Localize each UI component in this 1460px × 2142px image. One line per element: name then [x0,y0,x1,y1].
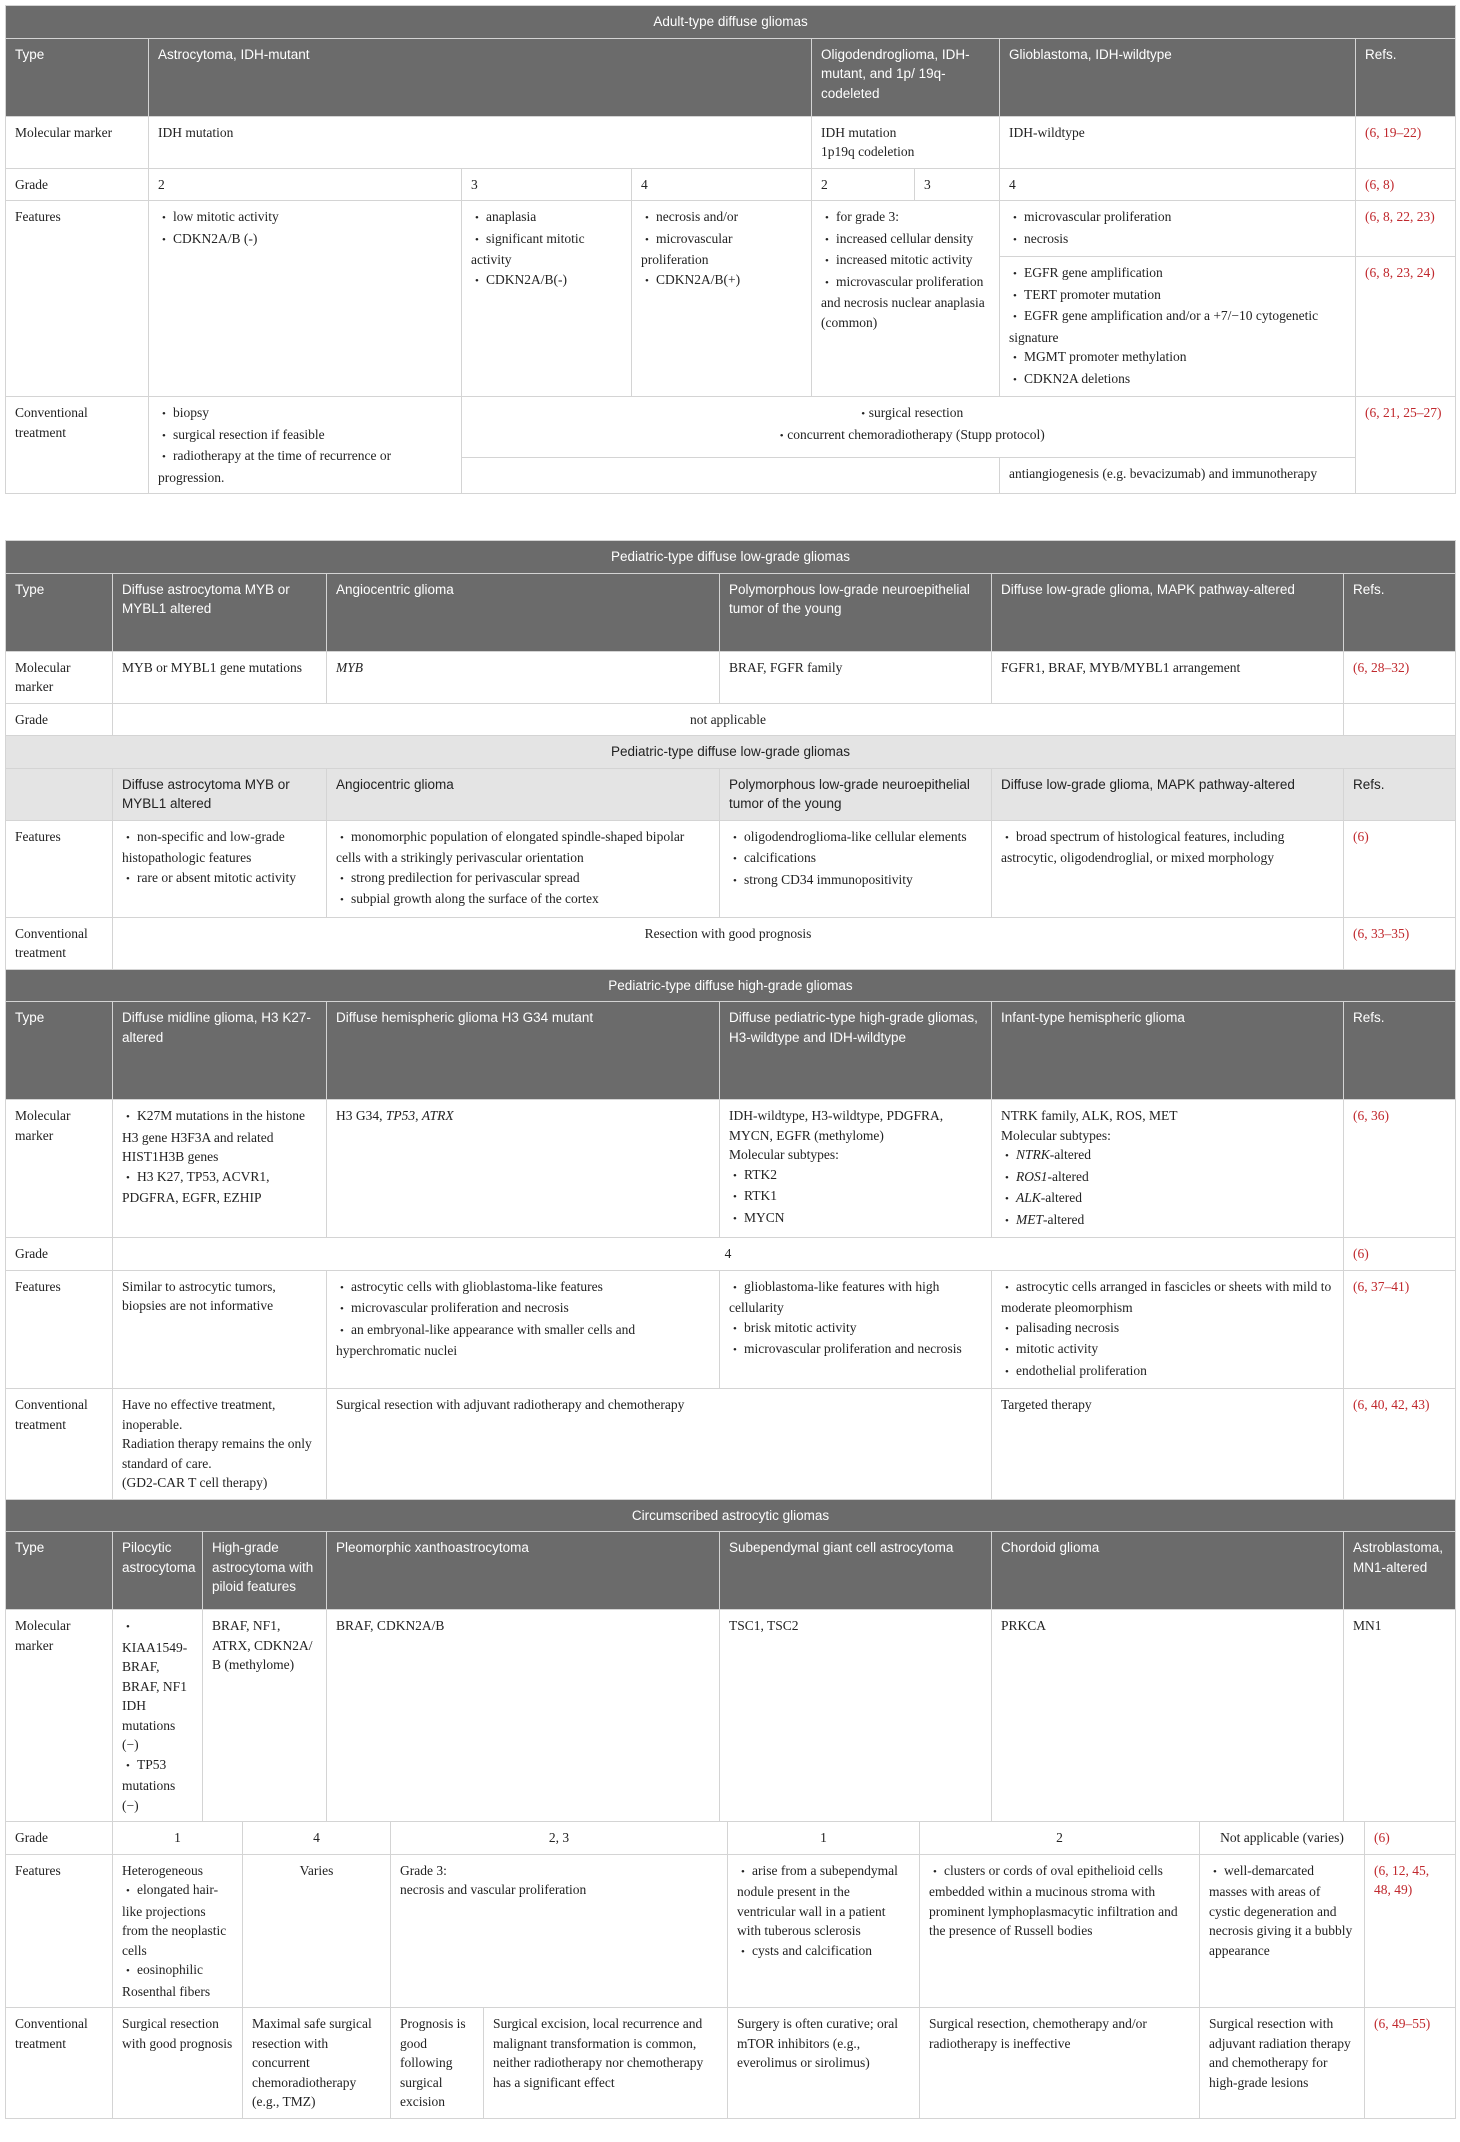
text-line: Heterogeneous [122,1862,203,1878]
list-item: • increased mitotic activity [821,250,990,272]
list-item: • CDKN2A/B (-) [158,229,452,251]
ref-link[interactable]: (6, 33–35) [1344,917,1456,969]
cell-treatment-shared [462,397,1356,458]
cell-grade: not applicable [113,703,1344,736]
cell-features [327,820,720,917]
list-item: • surgical resection [471,403,1346,425]
ref-link[interactable]: (6) [1365,1822,1456,1855]
cell-molecular-astro: IDH mutation [149,116,812,168]
bullet-list [1009,263,1346,390]
glioma-classification-page [5,5,1455,2119]
cell-features [1200,1854,1365,2008]
cell-grade: 4 [1000,168,1356,201]
pediatric-gliomas-table [5,540,1456,1822]
list-item: • KIAA1549-BRAF, BRAF, NF1 IDH mutations (−) [122,1616,193,1755]
row-label-grade: Grade [6,703,113,736]
row-label-features: Features [6,201,149,397]
list-item: • EGFR gene amplification [1009,263,1346,285]
header-hemispheric-glioma-g34: Diffuse hemispheric glioma H3 G34 mutant [327,1002,720,1100]
text-block: Molecular subtypes: [729,1147,839,1162]
row-label-molecular: Molecular marker [6,1610,113,1822]
cell-features [992,1270,1344,1389]
text-line: Grade 3: [400,1862,447,1878]
list-item: • microvascular proliferation and necrosis nuclear anaplasia (common) [821,272,990,333]
cell-grade: 4 [243,1822,391,1855]
row-label-grade: Grade [6,168,149,201]
list-item: • anaplasia [471,207,622,229]
header-type: Type [6,1532,113,1610]
header-type: Type [6,573,113,651]
ref-link[interactable]: (6, 36) [1344,1100,1456,1238]
cell-features [113,820,327,917]
header-oligodendroglioma: Oligodendroglioma, IDH-mutant, and 1p/ 19q-codeleted [812,38,1000,116]
list-item: • subpial growth along the surface of the cortex [336,889,710,911]
header-type: Type [6,1002,113,1100]
text: , [415,1108,422,1123]
cell-features [720,820,992,917]
text-line: Radiation therapy remains the only standard of care. [122,1436,312,1471]
cell-grade: 2, 3 [391,1822,728,1855]
header-hgap: High-grade astrocytoma with piloid features [203,1532,327,1610]
list-item: • rare or absent mitotic activity [122,868,317,890]
bullet-list [737,1861,910,1963]
cell-treatment [113,1389,327,1500]
header-diffuse-astrocytoma-myb: Diffuse astrocytoma MYB or MYBL1 altered [113,573,327,651]
ref-link[interactable]: (6, 28–32) [1344,651,1456,703]
cell-molecular [113,1610,203,1822]
list-item: • brisk mitotic activity [729,1318,982,1340]
cell-empty [462,458,1000,494]
header-astrocytoma: Astrocytoma, IDH-mutant [149,38,812,116]
bullet-list [471,403,1346,446]
list-item: • CDKN2A/B(+) [641,270,802,292]
cell-features-gbm-histology [1000,201,1356,257]
text: -altered [1040,1190,1082,1205]
cell-molecular-oligo [812,116,1000,168]
subheader-empty [6,768,113,820]
text-block: NTRK family, ALK, ROS, MET [1001,1108,1178,1123]
cell-grade: Not applicable (varies) [1200,1822,1365,1855]
cell-grade: 3 [915,168,1000,201]
cell-molecular: MYB or MYBL1 gene mutations [113,651,327,703]
list-item: • arise from a subependymal nodule present in the ventricular wall in a patient with tuberous sclerosis [737,1861,910,1941]
cell-features-astro-grade3 [462,201,632,397]
bullet-list [122,1106,317,1208]
table-title: Pediatric-type diffuse low-grade gliomas [6,541,1456,574]
list-item: • mitotic activity [1001,1339,1334,1361]
header-angiocentric-glioma: Angiocentric glioma [327,573,720,651]
list-item: • microvascular proliferation [641,229,802,270]
cell-features-oligo [812,201,1000,397]
text-block: IDH-wildtype, H3-wildtype, PDGFRA, MYCN, EGFR (methylome) [729,1108,944,1143]
bullet-list [336,1277,710,1361]
gene-name: MET [1016,1211,1043,1227]
list-item: • non-specific and low-grade histopathologic features [122,827,317,868]
cell-grade: 2 [920,1822,1200,1855]
cell-treatment: Prognosis is good following surgical excision [391,2008,484,2119]
list-item [1001,1210,1334,1232]
list-item: • biopsy [158,403,452,425]
list-item: • RTK2 [729,1165,982,1187]
ref-link[interactable]: (6, 8, 23, 24) [1356,257,1456,397]
list-item: • microvascular proliferation and necrosis [729,1339,982,1361]
adult-gliomas-table [5,5,1456,494]
list-item: • strong predilection for perivascular spread [336,868,710,890]
row-label-features: Features [6,820,113,917]
list-item: • microvascular proliferation [1009,207,1346,229]
cell-features [728,1854,920,2008]
cell-grade: 4 [113,1238,1344,1271]
bullet-list [729,1165,982,1230]
list-item: • TP53 mutations (−) [122,1755,193,1816]
table-title: Adult-type diffuse gliomas [6,6,1456,39]
header-glioblastoma: Glioblastoma, IDH-wildtype [1000,38,1356,116]
list-item: • radiotherapy at the time of recurrence or progression. [158,446,452,487]
cell-molecular [720,1100,992,1238]
section-subtitle: Pediatric-type diffuse low-grade gliomas [6,736,1456,769]
list-item [1001,1167,1334,1189]
bullet-list [1209,1861,1355,1961]
list-item: • monomorphic population of elongated spindle-shaped bipolar cells with a strikingly perivascular orientation [336,827,710,868]
list-item: • necrosis [1009,229,1346,251]
header-chordoid-glioma: Chordoid glioma [992,1532,1344,1610]
cell-treatment: Surgical excision, local recurrence and malignant transformation is common, neither radiotherapy nor chemotherapy has a significant effect [484,2008,728,2119]
list-item: • low mitotic activity [158,207,452,229]
text: H3 G34, [336,1108,386,1123]
list-item: • RTK1 [729,1186,982,1208]
cell-treatment: Surgical resection with adjuvant radiotherapy and chemotherapy [327,1389,992,1500]
list-item: • microvascular proliferation and necrosis [336,1298,710,1320]
cell-grade: 2 [812,168,915,201]
subheader-diffuse-astrocytoma-myb: Diffuse astrocytoma MYB or MYBL1 altered [113,768,327,820]
cell-molecular: FGFR1, BRAF, MYB/MYBL1 arrangement [992,651,1344,703]
header-pxa: Pleomorphic xanthoastrocytoma [327,1532,720,1610]
gene-name: NTRK [1016,1147,1050,1162]
ref-link[interactable]: (6, 40, 42, 43) [1344,1389,1456,1500]
text: -altered [1047,1168,1089,1184]
subheader-refs: Refs. [1344,768,1456,820]
list-item: • surgical resection if feasible [158,425,452,447]
list-item: • MGMT promoter methylation [1009,347,1346,369]
cell-features-gbm-molecular [1000,257,1356,397]
row-label-molecular: Molecular marker [6,651,113,703]
text-line: IDH mutation [821,124,897,140]
cell-empty [1344,703,1456,736]
header-refs: Refs. [1356,38,1456,116]
header-refs: Refs. [1344,1002,1456,1100]
bullet-list [471,207,622,291]
cell-grade: 1 [728,1822,920,1855]
bullet-list [1001,827,1334,868]
cell-features-astro-grade4 [632,201,812,397]
bullet-list [641,207,802,291]
bullet-list [821,207,990,332]
cell-features [113,1854,243,2008]
list-item [1001,1188,1334,1210]
gene-name: ATRX [421,1108,454,1123]
list-item: • K27M mutations in the histone H3 gene H3F3A and related HIST1H3B genes [122,1106,317,1167]
list-item: • TERT promoter mutation [1009,285,1346,307]
list-item: • oligodendroglioma-like cellular elements [729,827,982,849]
row-label-treatment: Conventional treatment [6,397,149,494]
cell-features [992,820,1344,917]
cell-molecular [992,1100,1344,1238]
list-item: • well-demarcated masses with areas of cystic degeneration and necrosis giving it a bubbly appearance [1209,1861,1355,1961]
gene-name: ROS1 [1016,1168,1048,1184]
cell-molecular [327,1100,720,1238]
row-label-treatment: Conventional treatment [6,1389,113,1500]
row-label-grade: Grade [6,1822,113,1855]
cell-molecular: MN1 [1344,1610,1456,1822]
list-item: • an embryonal-like appearance with smaller cells and hyperchromatic nuclei [336,1320,710,1361]
list-item [1001,1145,1334,1167]
list-item: • EGFR gene amplification and/or a +7/−10 cytogenetic signature [1009,306,1346,347]
cell-grade: 3 [462,168,632,201]
cell-treatment-astro-grade2 [149,397,462,494]
ref-link[interactable]: (6) [1344,1238,1456,1271]
text-line: necrosis and vascular proliferation [400,1882,587,1897]
header-diffuse-midline-glioma: Diffuse midline glioma, H3 K27-altered [113,1002,327,1100]
text: -altered [1049,1147,1091,1162]
cell-grade: 2 [149,168,462,201]
ref-link[interactable]: (6) [1344,820,1456,917]
list-item: • eosinophilic Rosenthal fibers [122,1960,233,2001]
list-item: • astrocytic cells with glioblastoma-like features [336,1277,710,1299]
list-item: • H3 K27, TP53, ACVR1, PDGFRA, EGFR, EZHIP [122,1167,317,1208]
list-item: • strong CD34 immunopositivity [729,870,982,892]
row-label-features: Features [6,1854,113,2008]
cell-features [391,1854,728,2008]
list-item: • clusters or cords of oval epithelioid cells embedded within a mucinous stroma with prominent lymphoplasmacytic infiltration and the presence of Russell bodies [929,1861,1190,1941]
bullet-list [336,827,710,911]
subheader-mapk-glioma: Diffuse low-grade glioma, MAPK pathway-altered [992,768,1344,820]
cell-treatment: Surgical resection with good prognosis [113,2008,243,2119]
bullet-list [122,1880,233,2001]
bullet-list [729,1277,982,1361]
cell-features: Similar to astrocytic tumors, biopsies are not informative [113,1270,327,1389]
cell-treatment-gbm-extra: antiangiogenesis (e.g. bevacizumab) and immunotherapy [1000,458,1356,494]
header-mapk-glioma: Diffuse low-grade glioma, MAPK pathway-altered [992,573,1344,651]
gene-name: MYB [336,659,363,675]
ref-link[interactable]: (6, 8, 22, 23) [1356,201,1456,257]
bullet-list [729,827,982,892]
ref-link[interactable]: (6, 8) [1356,168,1456,201]
cell-treatment: Surgical resection, chemotherapy and/or radiotherapy is ineffective [920,2008,1200,2119]
text-line: (GD2-CAR T cell therapy) [122,1475,268,1490]
gene-name: TP53 [385,1108,416,1123]
cell-treatment: Resection with good prognosis [113,917,1344,969]
list-item: • significant mitotic activity [471,229,622,270]
list-item: • elongated hair-like projections from the neoplastic cells [122,1880,233,1960]
cell-molecular [327,651,720,703]
row-label-molecular: Molecular marker [6,1100,113,1238]
list-item: • endothelial proliferation [1001,1361,1334,1383]
row-label-treatment: Conventional treatment [6,2008,113,2119]
subheader-angiocentric-glioma: Angiocentric glioma [327,768,720,820]
cell-treatment: Maximal safe surgical resection with concurrent chemoradiotherapy (e.g., TMZ) [243,2008,391,2119]
row-label-grade: Grade [6,1238,113,1271]
list-item: • increased cellular density [821,229,990,251]
bullet-list [1009,207,1346,250]
subheader-plnty: Polymorphous low-grade neuroepithelial tumor of the young [720,768,992,820]
header-pilocytic-astrocytoma: Pilocytic astrocytoma [113,1532,203,1610]
list-item: • for grade 3: [821,207,990,229]
bullet-list [122,1616,193,1815]
list-item: • glioblastoma-like features with high cellularity [729,1277,982,1318]
ref-link[interactable]: (6, 12, 45, 48, 49) [1365,1854,1456,2008]
cell-features-astro-grade2 [149,201,462,397]
header-infant-hemispheric-glioma: Infant-type hemispheric glioma [992,1002,1344,1100]
gene-name: ALK [1016,1190,1041,1205]
cell-treatment: Targeted therapy [992,1389,1344,1500]
gene-subtype-list [1001,1145,1334,1231]
cell-molecular: BRAF, CDKN2A/B [327,1610,720,1822]
text-block: Molecular subtypes: [1001,1127,1111,1143]
table-title: Pediatric-type diffuse high-grade gliomas [6,969,1456,1002]
list-item: • astrocytic cells arranged in fascicles or sheets with mild to moderate pleomorphism [1001,1277,1334,1318]
header-plnty: Polymorphous low-grade neuroepithelial tumor of the young [720,573,992,651]
bullet-list [158,207,452,250]
cell-molecular-gbm: IDH-wildtype [1000,116,1356,168]
header-sega: Subependymal giant cell astrocytoma [720,1532,992,1610]
cell-molecular: TSC1, TSC2 [720,1610,992,1822]
list-item: • cysts and calcification [737,1941,910,1963]
bullet-list [122,827,317,890]
cell-molecular [113,1100,327,1238]
table-title: Circumscribed astrocytic gliomas [6,1499,1456,1532]
header-type: Type [6,38,149,116]
bullet-list [1001,1277,1334,1383]
cell-grade: 4 [632,168,812,201]
list-item: • CDKN2A/B(-) [471,270,622,292]
list-item: • palisading necrosis [1001,1318,1334,1340]
list-item: • broad spectrum of histological features, including astrocytic, oligodendroglial, or mixed morphology [1001,827,1334,868]
cell-features [327,1270,720,1389]
row-label-features: Features [6,1270,113,1389]
list-item: • necrosis and/or [641,207,802,229]
ref-link[interactable]: (6, 21, 25–27) [1356,397,1456,494]
list-item: • CDKN2A deletions [1009,369,1346,391]
ref-link[interactable]: (6, 19–22) [1356,116,1456,168]
cell-molecular: BRAF, NF1, ATRX, CDKN2A/ B (methylome) [203,1610,327,1822]
header-refs: Refs. [1344,573,1456,651]
bullet-list [158,403,452,487]
text-line: 1p19q codeletion [821,144,915,159]
cell-treatment: Surgery is often curative; oral mTOR inhibitors (e.g., everolimus or sirolimus) [728,2008,920,2119]
row-label-molecular: Molecular marker [6,116,149,168]
ref-link[interactable]: (6, 37–41) [1344,1270,1456,1389]
row-label-treatment: Conventional treatment [6,917,113,969]
ref-link[interactable]: (6, 49–55) [1365,2008,1456,2119]
list-item: • calcifications [729,848,982,870]
cell-grade: 1 [113,1822,243,1855]
cell-treatment: Surgical resection with adjuvant radiation therapy and chemotherapy for high-grade lesions [1200,2008,1365,2119]
bullet-list [929,1861,1190,1941]
cell-features: Varies [243,1854,391,2008]
header-astroblastoma: Astroblastoma, MN1-altered [1344,1532,1456,1610]
cell-features [720,1270,992,1389]
text-line: Have no effective treatment, inoperable. [122,1397,276,1432]
header-h3-idh-wildtype: Diffuse pediatric-type high-grade gliomas, H3-wildtype and IDH-wildtype [720,1002,992,1100]
list-item: • MYCN [729,1208,982,1230]
text: -altered [1043,1211,1085,1227]
list-item: • concurrent chemoradiotherapy (Stupp protocol) [471,425,1346,447]
circumscribed-gliomas-table [5,1821,1456,2119]
cell-molecular: BRAF, FGFR family [720,651,992,703]
cell-features [920,1854,1200,2008]
cell-molecular: PRKCA [992,1610,1344,1822]
